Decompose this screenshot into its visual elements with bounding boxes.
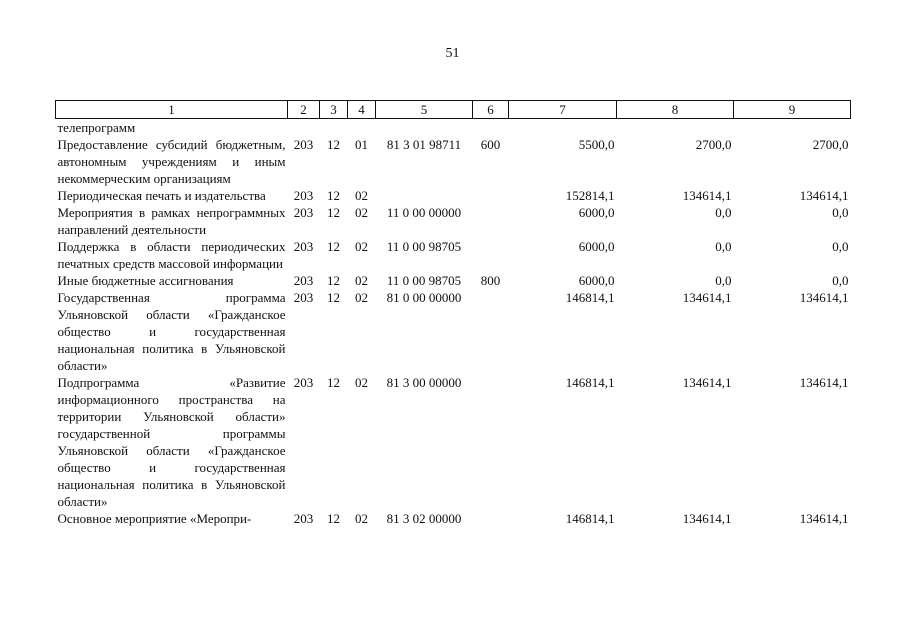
row-expense-type: 600 (480, 137, 501, 152)
row-amount-9: 0,0 (832, 239, 849, 254)
row-amount-8: 134614,1 (682, 511, 732, 526)
row-section: 12 (327, 205, 340, 220)
row-amount-9: 134614,1 (799, 375, 849, 390)
row-expense-type (473, 119, 509, 137)
row-name: Иные бюджетные ассигнования (57, 273, 234, 288)
table-row (56, 374, 851, 510)
row-code-ministry (288, 119, 320, 137)
row-amount-9 (734, 119, 851, 137)
row-code-ministry: 203 (293, 239, 314, 254)
row-subsection: 02 (355, 511, 368, 526)
row-code-ministry: 203 (293, 205, 314, 220)
row-target-article: 11 0 00 00000 (386, 205, 462, 220)
row-amount-9: 2700,0 (812, 137, 849, 152)
row-amount-9: 0,0 (832, 205, 849, 220)
row-name: Государственная программа Ульяновской области «Гражданское общество и государственная национальная политика в Ульяновской области» (57, 290, 286, 373)
row-amount-9: 134614,1 (799, 511, 849, 526)
row-expense-type: 800 (480, 273, 501, 288)
row-expense-type (473, 238, 509, 272)
column-header: 4 (348, 101, 376, 119)
row-code-ministry: 203 (293, 273, 314, 288)
row-expense-type (473, 289, 509, 374)
row-amount-8: 134614,1 (682, 375, 732, 390)
row-amount-7: 146814,1 (565, 375, 615, 390)
row-amount-7: 6000,0 (578, 273, 615, 288)
row-expense-type (473, 187, 509, 204)
row-name: Предоставление субсидий бюджетным, автономным учреждениям и иным некоммерческим организациям (57, 137, 286, 186)
row-amount-9: 134614,1 (799, 290, 849, 305)
table-row (56, 272, 851, 289)
column-number-header (56, 101, 851, 119)
table-row (56, 136, 851, 187)
row-amount-9: 134614,1 (799, 188, 849, 203)
row-subsection (348, 119, 376, 137)
row-subsection: 02 (355, 290, 368, 305)
row-amount-8: 0,0 (715, 273, 732, 288)
page-number: 51 (445, 46, 460, 61)
row-section (320, 119, 348, 137)
table-row (56, 119, 851, 137)
row-name: Поддержка в области периодических печатных средств массовой информации (57, 239, 286, 271)
column-header: 2 (288, 101, 320, 119)
row-amount-7: 146814,1 (565, 511, 615, 526)
column-header: 5 (376, 101, 473, 119)
table-row (56, 238, 851, 272)
table-row (56, 510, 851, 527)
row-amount-8: 2700,0 (695, 137, 732, 152)
row-subsection: 02 (355, 188, 368, 203)
row-section: 12 (327, 188, 340, 203)
column-header: 6 (473, 101, 509, 119)
row-target-article: 81 3 01 98711 (386, 137, 462, 152)
table-row (56, 187, 851, 204)
row-name: Мероприятия в рамках непрограммных направлений деятельности (57, 205, 286, 237)
row-code-ministry: 203 (293, 375, 314, 390)
row-section: 12 (327, 239, 340, 254)
row-amount-7: 6000,0 (578, 239, 615, 254)
column-header: 3 (320, 101, 348, 119)
row-target-article: 11 0 00 98705 (386, 239, 462, 254)
table-row (56, 204, 851, 238)
row-amount-7: 6000,0 (578, 205, 615, 220)
row-subsection: 02 (355, 205, 368, 220)
table-row (56, 289, 851, 374)
row-name: Периодическая печать и издательства (57, 188, 266, 203)
row-section: 12 (327, 375, 340, 390)
row-amount-7: 152814,1 (565, 188, 615, 203)
row-amount-8: 134614,1 (682, 290, 732, 305)
row-code-ministry: 203 (293, 137, 314, 152)
row-target-article: 11 0 00 98705 (386, 273, 462, 288)
row-subsection: 02 (355, 375, 368, 390)
row-section: 12 (327, 290, 340, 305)
row-code-ministry: 203 (293, 290, 314, 305)
row-amount-7 (509, 119, 617, 137)
row-amount-8 (617, 119, 734, 137)
row-subsection: 02 (355, 239, 368, 254)
row-expense-type (473, 374, 509, 510)
row-amount-8: 0,0 (715, 239, 732, 254)
row-amount-7: 5500,0 (578, 137, 615, 152)
row-target-article (376, 119, 473, 137)
row-amount-8: 0,0 (715, 205, 732, 220)
row-code-ministry: 203 (293, 511, 314, 526)
row-subsection: 01 (355, 137, 368, 152)
row-section: 12 (327, 273, 340, 288)
row-target-article (376, 187, 473, 204)
row-target-article: 81 3 02 00000 (386, 511, 462, 526)
column-header: 7 (509, 101, 617, 119)
row-name: Подпрограмма «Развитие информационного пространства на территории Ульяновской области» государственной программы Ульяновской области «Гражданское общество и государственная национальная политика в Ульяновской области» (57, 375, 286, 509)
column-header: 1 (56, 101, 288, 119)
row-amount-9: 0,0 (832, 273, 849, 288)
row-code-ministry: 203 (293, 188, 314, 203)
row-target-article: 81 3 00 00000 (386, 375, 462, 390)
column-header: 9 (734, 101, 851, 119)
row-expense-type (473, 510, 509, 527)
row-name: Основное мероприятие «Меропри- (57, 511, 252, 526)
row-section: 12 (327, 137, 340, 152)
column-header: 8 (617, 101, 734, 119)
row-name: телепрограмм (57, 120, 136, 135)
row-subsection: 02 (355, 273, 368, 288)
row-section: 12 (327, 511, 340, 526)
row-expense-type (473, 204, 509, 238)
row-amount-7: 146814,1 (565, 290, 615, 305)
row-target-article: 81 0 00 00000 (386, 290, 462, 305)
row-amount-8: 134614,1 (682, 188, 732, 203)
budget-table (55, 100, 851, 527)
